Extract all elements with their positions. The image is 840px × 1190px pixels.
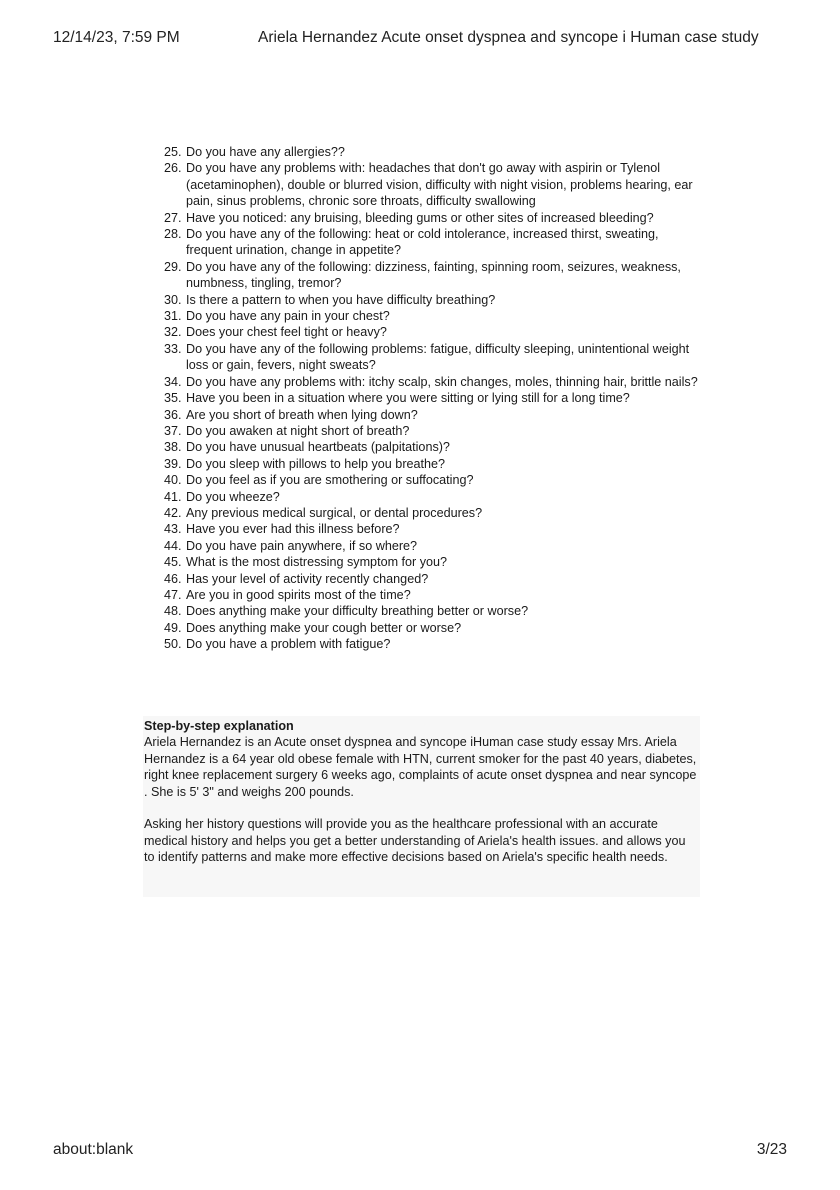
question-text: Do you sleep with pillows to help you breathe?	[186, 456, 446, 471]
question-number: 30.	[164, 292, 182, 307]
print-datetime: 12/14/23, 7:59 PM	[53, 29, 180, 46]
question-number: 43.	[164, 522, 182, 537]
question-text: Do you awaken at night short of breath?	[186, 423, 410, 438]
question-text: Do you feel as if you are smothering or suffocating?	[186, 473, 474, 488]
question-number: 26.	[164, 161, 182, 176]
question-item	[143, 439, 703, 455]
question-number: 33.	[164, 341, 182, 356]
question-number: 35.	[164, 391, 182, 406]
question-number: 31.	[164, 309, 182, 324]
explanation-box	[143, 716, 700, 897]
question-item	[143, 538, 703, 554]
question-number: 48.	[164, 604, 182, 619]
question-item	[143, 554, 703, 570]
question-text: Is there a pattern to when you have difficulty breathing?	[186, 292, 496, 307]
question-text: Does anything make your cough better or worse?	[186, 620, 462, 635]
question-item	[143, 636, 703, 652]
question-item	[143, 456, 703, 472]
question-number: 45.	[164, 555, 182, 570]
question-number: 32.	[164, 325, 182, 340]
question-text: Do you wheeze?	[186, 489, 280, 504]
question-number: 40.	[164, 473, 182, 488]
question-item	[143, 571, 703, 587]
question-item	[143, 160, 703, 209]
explanation-heading: Step-by-step explanation	[144, 719, 294, 733]
question-item	[143, 472, 703, 488]
question-text: Are you short of breath when lying down?	[186, 407, 418, 422]
question-number: 41.	[164, 489, 182, 504]
question-item	[143, 226, 703, 259]
history-question-list	[143, 144, 703, 653]
question-number: 37.	[164, 423, 182, 438]
question-number: 49.	[164, 620, 182, 635]
question-text: Does your chest feel tight or heavy?	[186, 325, 387, 340]
question-item	[143, 603, 703, 619]
question-item	[143, 489, 703, 505]
question-item	[143, 210, 703, 226]
question-text: Do you have any problems with: itchy scalp, skin changes, moles, thinning hair, brittle nails?	[186, 374, 698, 389]
question-number: 39.	[164, 456, 182, 471]
question-text: Do you have any of the following: dizziness, fainting, spinning room, seizures, weakness, numbness, tingling, tremor?	[186, 259, 681, 291]
explanation-paragraph-2: Asking her history questions will provide you as the healthcare professional with an accurate medical history and helps you get a better understanding of Ariela's health issues. and allows you to identify patterns and make more effective decisions based on Ariela's specific health needs.	[144, 817, 686, 865]
question-number: 34.	[164, 374, 182, 389]
question-text: Have you ever had this illness before?	[186, 522, 400, 537]
question-text: What is the most distressing symptom for you?	[186, 555, 448, 570]
question-item	[143, 341, 703, 374]
question-number: 42.	[164, 505, 182, 520]
question-item	[143, 521, 703, 537]
question-text: Do you have a problem with fatigue?	[186, 637, 391, 652]
question-text: Has your level of activity recently changed?	[186, 571, 429, 586]
question-text: Do you have pain anywhere, if so where?	[186, 538, 418, 553]
question-number: 38.	[164, 440, 182, 455]
question-number: 27.	[164, 210, 182, 225]
footer-page-number: 3/23	[756, 1141, 787, 1158]
question-number: 47.	[164, 587, 182, 602]
question-number: 44.	[164, 538, 182, 553]
question-number: 50.	[164, 637, 182, 652]
question-item	[143, 390, 703, 406]
question-text: Do you have any allergies??	[186, 145, 345, 159]
question-text: Do you have any pain in your chest?	[186, 309, 390, 324]
question-text: Do you have any of the following: heat or cold intolerance, increased thirst, sweating, frequent urination, change in appetite?	[186, 227, 659, 258]
question-item	[143, 144, 703, 160]
footer-url: about:blank	[53, 1141, 134, 1158]
question-text: Are you in good spirits most of the time?	[186, 587, 411, 602]
question-text: Have you noticed: any bruising, bleeding gums or other sites of increased bleeding?	[186, 210, 654, 225]
question-item	[143, 259, 703, 292]
question-text: Have you been in a situation where you were sitting or lying still for a long time?	[186, 391, 630, 406]
question-text: Any previous medical surgical, or dental procedures?	[186, 505, 483, 520]
page-title: Ariela Hernandez Acute onset dyspnea and syncope i Human case study	[258, 29, 759, 46]
question-item	[143, 374, 703, 390]
question-item	[143, 505, 703, 521]
question-number: 29.	[164, 259, 182, 274]
explanation-paragraph-1: Ariela Hernandez is an Acute onset dyspnea and syncope iHuman case study essay Mrs. Ariela Hernandez is a 64 year old obese female with HTN, current smoker for the past 40 years, diabetes, right knee replacement surgery 6 weeks ago, complaints of acute onset dyspnea and near syncope . She is 5' 3" and weighs 200 pounds.	[144, 735, 697, 799]
question-item	[143, 587, 703, 603]
question-text: Do you have unusual heartbeats (palpitations)?	[186, 440, 450, 455]
question-text: Do you have any problems with: headaches that don't go away with aspirin or Tylenol (acetaminophen), double or blurred vision, difficulty with night vision, problems hearing, ear pain, sinus problems, chronic sore throats, difficulty swallowing	[186, 161, 693, 209]
question-text: Does anything make your difficulty breathing better or worse?	[186, 604, 529, 619]
question-item	[143, 423, 703, 439]
question-number: 28.	[164, 227, 182, 242]
question-number: 25.	[164, 145, 182, 159]
question-number: 36.	[164, 407, 182, 422]
question-item	[143, 292, 703, 308]
question-item	[143, 407, 703, 423]
question-text: Do you have any of the following problems: fatigue, difficulty sleeping, unintentional weight loss or gain, fevers, night sweats?	[186, 341, 690, 373]
question-number: 46.	[164, 571, 182, 586]
question-item	[143, 620, 703, 636]
question-item	[143, 324, 703, 340]
question-item	[143, 308, 703, 324]
